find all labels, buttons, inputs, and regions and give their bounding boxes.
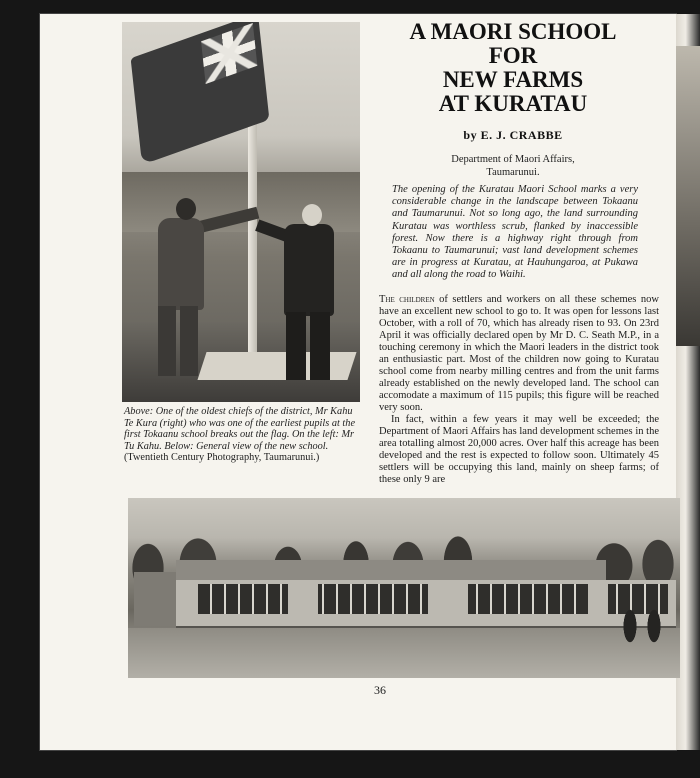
body-lead: The children — [379, 294, 435, 305]
body-paragraph-2: In fact, within a few years it may well be exceeded; the Department of Maori Affairs has land development schemes in the area totalling almost 20,000 acres. Over half this acreage has been developed and the rest is expected to follow soon. Ultimately 45 settlers will be occupying this land, mainly on sheep farms; of these only 9 are — [379, 414, 659, 485]
title-line-2: FOR — [488, 43, 538, 68]
body-paragraph-1 — [379, 294, 659, 414]
department — [366, 153, 660, 179]
byline: by E. J. CRABBE — [463, 128, 563, 142]
man-left — [144, 198, 214, 378]
body-paragraph-1-text: of settlers and workers on all these schemes now have an excellent new school to go to. It was open for lessons last October, with a roll of 70, which has already risen to 93. On 23rd April it was officially declared open by Mr D. C. Seath M.P., in a touching ceremony in which the Maori leaders in the district took an enthusiastic part. Most of the children now going to Kuratau school come from nearby milling centres and from the unit farms already established on the newly developed land. The school can accomodate a maximum of 115 pupils; this figure will be reached very soon. — [379, 294, 659, 413]
article-title — [366, 20, 660, 116]
adjacent-photo-edge — [676, 46, 700, 346]
flag-raising-photo — [122, 22, 360, 402]
people-figures — [618, 602, 668, 646]
title-line-4: AT KURATAU — [438, 91, 588, 116]
title-line-3: NEW FARMS — [442, 67, 584, 92]
school-building-photo — [128, 498, 680, 678]
man-right — [272, 204, 342, 384]
photo-credit: (Twentieth Century Photography, Taumarunui.) — [124, 452, 320, 464]
page-number: 36 — [374, 683, 386, 697]
title-line-1: A MAORI SCHOOL — [409, 19, 617, 44]
department-line-1: Department of Maori Affairs, — [451, 154, 575, 165]
photo-caption — [124, 406, 362, 464]
intro-paragraph: The opening of the Kuratau Maori School marks a very considerable change in the landscape between Tokaanu and Taumarunui. Not so long ago, the land surrounding Kuratau was worthless scrub, flanked by inaccessible forest. Now there is a highway right through from Tokaanu to Taumarunui; vast land development schemes are in progress at Kuratau, at Hauhungaroa, at Pukawa and all along the road to Waihi. — [392, 184, 638, 281]
article-body — [379, 294, 659, 486]
caption-text: Above: One of the oldest chiefs of the district, Mr Kahu Te Kura (right) who was one of the earliest pupils at the first Tokaanu school breaks out the flag. On the left: Mr Tu Kahu. Below: General view of the new school. — [124, 406, 356, 452]
school-roof — [176, 560, 606, 582]
department-line-2: Taumarunui. — [486, 167, 540, 178]
school-field — [128, 628, 680, 678]
